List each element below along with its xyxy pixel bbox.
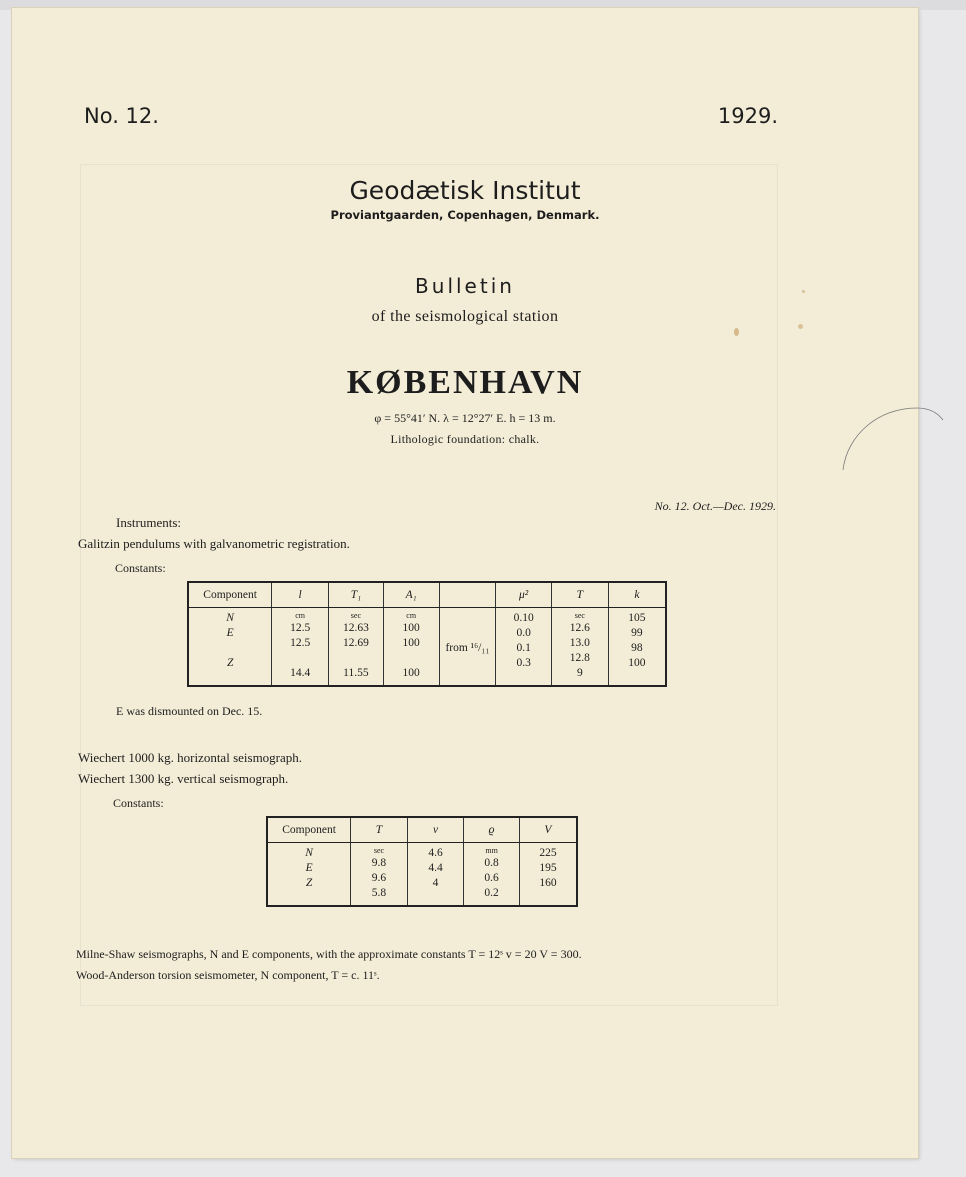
table-cell: 11.55: [343, 667, 369, 679]
unit-label: cm: [406, 611, 417, 620]
table-cell: 100: [402, 667, 420, 679]
institute-address: Proviantgaarden, Copenhagen, Denmark.: [330, 208, 600, 222]
table-cell: E: [226, 627, 234, 639]
table-cell: 12.5: [290, 637, 311, 649]
big-v-column: [519, 843, 577, 907]
a1-column: [383, 608, 439, 687]
table-cell: [272, 651, 328, 666]
table-cell: 0.10: [513, 612, 534, 624]
table-cell: [384, 651, 439, 666]
pencil-arc-mark: [837, 406, 947, 476]
table-cell: 0.2: [484, 887, 499, 899]
column-header: k: [608, 582, 666, 608]
table-cell: 12.5: [290, 622, 311, 634]
column-header: T₁: [329, 582, 384, 608]
wood-anderson-line: Wood-Anderson torsion seismometer, N component, T = c. 11ˢ.: [76, 968, 380, 982]
table-cell: [440, 626, 496, 641]
note-column: [439, 608, 496, 687]
v-column: [407, 843, 464, 907]
wiechert-horizontal: Wiechert 1000 kg. horizontal seismograph.: [78, 750, 303, 765]
paper-stain: [802, 290, 805, 293]
table-cell: 13.0: [569, 637, 590, 649]
bulletin-title: Bulletin: [415, 274, 515, 298]
table-cell: 98: [631, 642, 643, 654]
table-cell: 160: [539, 877, 557, 889]
component-column: [267, 843, 351, 907]
bulletin-page: [12, 8, 918, 1158]
table-header-row: [188, 582, 666, 608]
unit-label: cm: [295, 611, 306, 620]
wiechert-constants-table: [266, 816, 578, 907]
table-body-row: [188, 608, 666, 687]
table-cell: E: [305, 862, 313, 874]
table-cell: 105: [628, 612, 646, 624]
bulletin-subtitle: of the seismological station: [371, 308, 559, 325]
t-column: [552, 608, 609, 687]
column-header: Component: [188, 582, 272, 608]
table-cell: 5.8: [371, 887, 387, 899]
t1-column: [329, 608, 384, 687]
table-cell: [189, 641, 271, 656]
unit-label: mm: [485, 846, 498, 855]
table-cell: 9: [576, 667, 583, 679]
column-header: [439, 582, 496, 608]
table-cell: 12.63: [342, 622, 369, 634]
table-cell: 225: [539, 847, 557, 859]
column-header: ϱ: [464, 817, 520, 843]
constants-label-wiechert: Constants:: [113, 796, 164, 810]
table-cell: from ¹⁶/₁₁: [445, 642, 490, 654]
table-cell: 12.8: [569, 652, 590, 664]
table-cell: 9.6: [371, 872, 387, 884]
issue-period: No. 12. Oct.—Dec. 1929.: [654, 499, 776, 513]
column-header: A₁: [383, 582, 439, 608]
table-cell: 99: [631, 627, 643, 639]
table-cell: 100: [402, 637, 420, 649]
column-header: l: [272, 582, 329, 608]
mu2-column: [496, 608, 552, 687]
milne-shaw-line: Milne-Shaw seismographs, N and E components, with the approximate constants T = 12ˢ v = 20 V = 300.: [76, 947, 582, 961]
station-name: KØBENHAVN: [346, 364, 584, 401]
table-cell: 0.1: [516, 642, 531, 654]
column-header: Component: [267, 817, 351, 843]
k-column: [608, 608, 666, 687]
table-cell: Z: [305, 877, 313, 889]
table-cell: [440, 656, 496, 671]
column-header: V: [519, 817, 577, 843]
l-column: [272, 608, 329, 687]
table-cell: 100: [628, 657, 646, 669]
table-body-row: [267, 843, 577, 907]
wiechert-vertical: Wiechert 1300 kg. vertical seismograph.: [78, 771, 289, 786]
galitzin-description: Galitzin pendulums with galvanometric registration.: [78, 536, 350, 551]
institute-name: Geodætisk Institut: [349, 176, 581, 205]
t-column: [351, 843, 408, 907]
lithologic-foundation: Lithologic foundation: chalk.: [390, 432, 540, 446]
station-coordinates: φ = 55°41′ N. λ = 12°27′ E. h = 13 m.: [374, 411, 556, 425]
paper-stain: [798, 324, 803, 329]
galitzin-constants-table: [187, 581, 667, 687]
table-cell: 12.69: [342, 637, 369, 649]
column-header: T: [552, 582, 609, 608]
table-cell: [440, 611, 496, 626]
table-cell: 12.6: [569, 622, 590, 634]
table-cell: N: [226, 612, 234, 624]
column-header: v: [407, 817, 464, 843]
table-cell: 0.0: [516, 627, 531, 639]
component-column: [188, 608, 272, 687]
instruments-heading: Instruments:: [116, 515, 181, 530]
table-cell: 4: [432, 877, 439, 889]
rho-column: [464, 843, 520, 907]
unit-label: sec: [350, 611, 362, 620]
table-cell: Z: [226, 657, 234, 669]
column-header: T: [351, 817, 408, 843]
table-cell: 9.8: [371, 857, 387, 869]
bulletin-number: No. 12.: [84, 104, 159, 128]
table-cell: [329, 651, 383, 666]
table-cell: 4.6: [428, 847, 443, 859]
column-header: μ²: [496, 582, 552, 608]
paper-stain: [734, 328, 739, 336]
table-cell: 14.4: [290, 667, 311, 679]
table-header-row: [267, 817, 577, 843]
table-cell: 0.3: [516, 657, 531, 669]
dismount-note: E was dismounted on Dec. 15.: [116, 704, 263, 718]
unit-label: sec: [373, 846, 385, 855]
table-cell: 100: [402, 622, 420, 634]
table-cell: 0.6: [484, 872, 499, 884]
table-cell: 0.8: [484, 857, 499, 869]
table-cell: 195: [539, 862, 557, 874]
unit-label: sec: [574, 611, 585, 620]
constants-label-galitzin: Constants:: [115, 561, 166, 575]
bulletin-year: 1929.: [717, 104, 778, 128]
table-cell: N: [305, 847, 313, 859]
table-cell: 4.4: [428, 862, 443, 874]
